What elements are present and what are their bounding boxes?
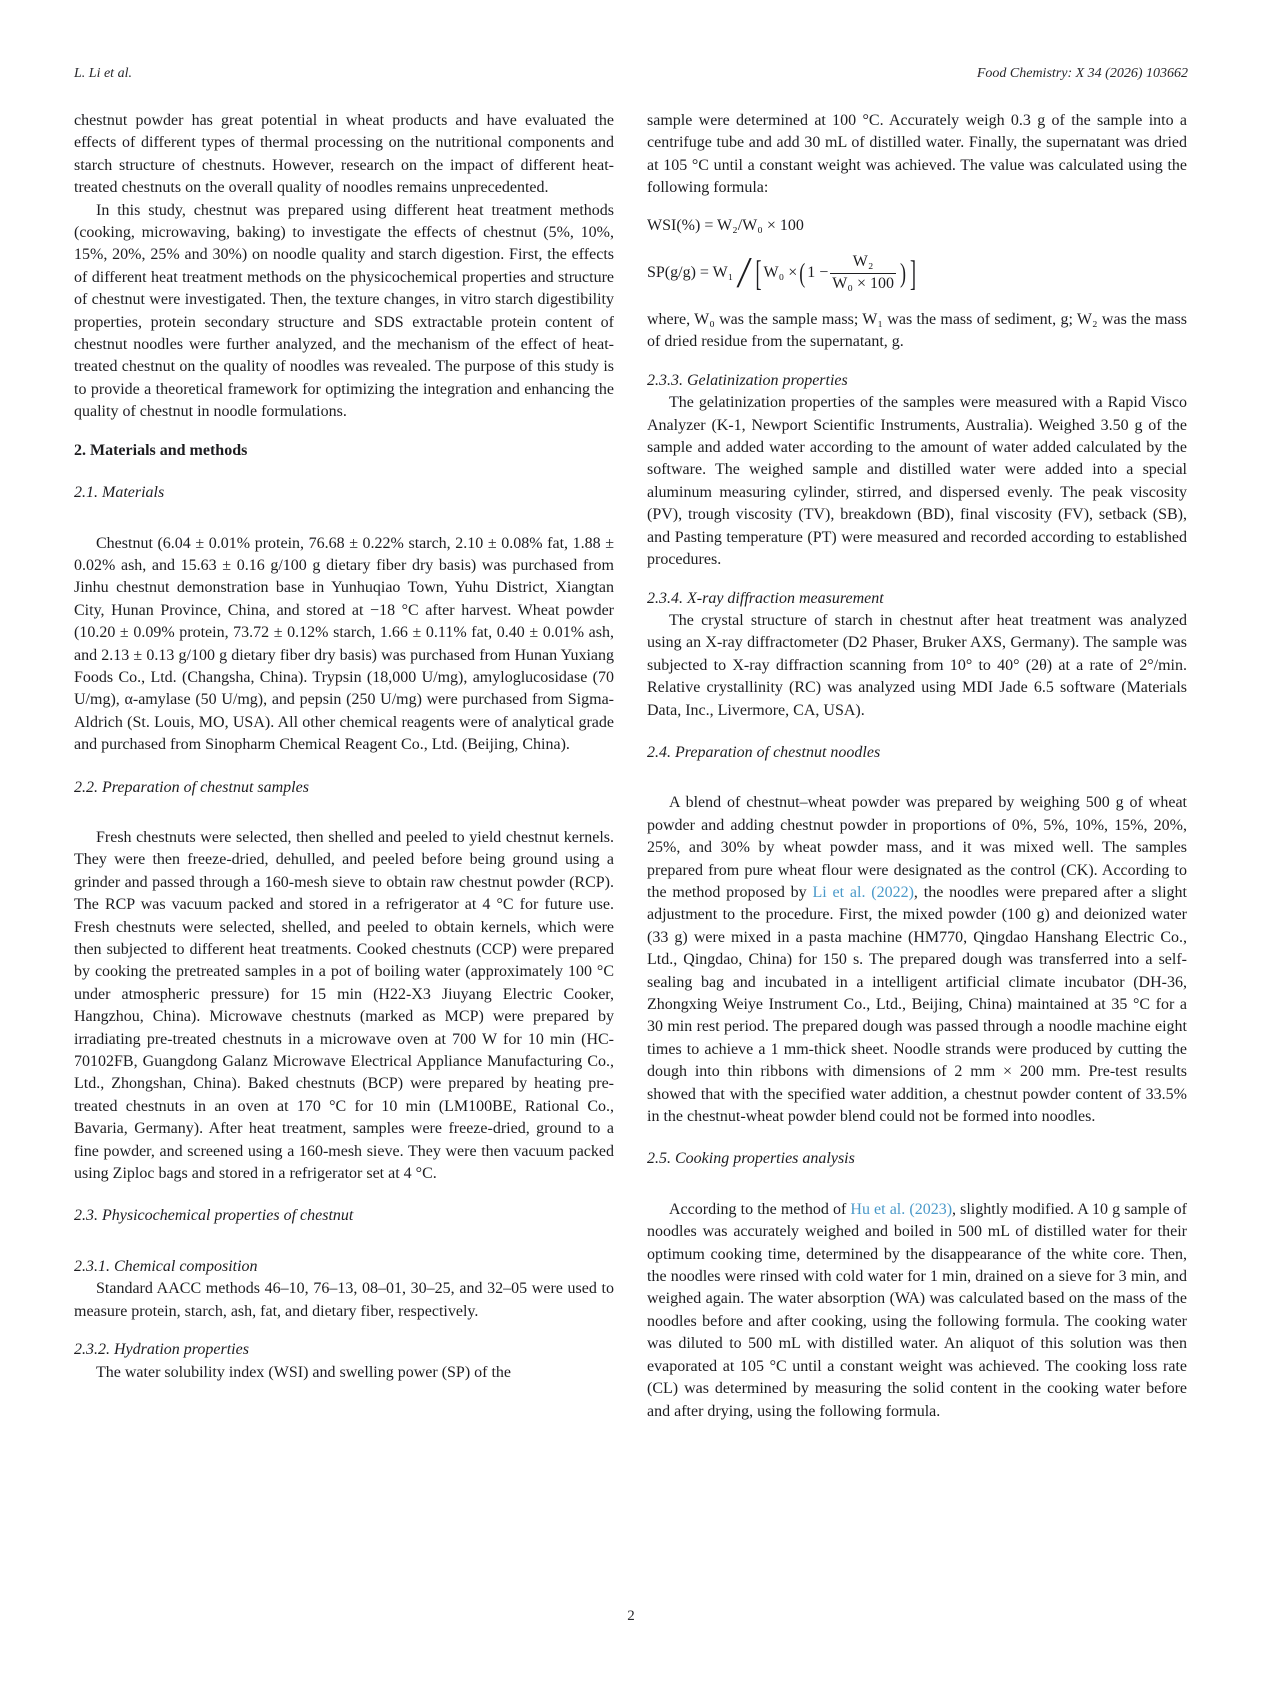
paragraph-formula-definitions: where, W₀ was the sample mass; W₁ was the mass of sediment, g; W₂ was the mass of dried residue from the supernatant, g. (647, 311, 1187, 351)
paragraph-2-3-3-gelatinization: The gelatinization properties of the samples were measured with a Rapid Visco Analyzer (K-1, Newport Scientific Instruments, Australia). Weighed 3.50 g of the sample and added water according to the amount of water added calculated by the software. The weighed sample and distilled water were added into a special aluminum measuring cylinder, stirred, and dispersed evenly. The peak viscosity (PV), trough viscosity (TV), breakdown (BD), final viscosity (FV), setback (SB), and Pasting temperature (PT) were measured and recorded according to established procedures. (647, 394, 1187, 569)
paragraph-2-3-2-hydration-start: The water solubility index (WSI) and swelling power (SP) of the (96, 1363, 512, 1381)
paragraph-2-5-cooking-properties (647, 1199, 1187, 1423)
paragraph-2-4-noodle-preparation (647, 792, 1187, 1128)
subsection-heading-2-3-physicochemical-properties: 2.3. Physicochemical properties of chestnut (74, 1207, 354, 1225)
intro-paragraph-2: In this study, chestnut was prepared using different heat treatment methods (cooking, microwaving, baking) to investigate the effects of chestnut (5%, 10%, 15%, 20%, 25% and 30%) on noodle quality and starch digestion. First, the effects of different heat treatment methods on the physicochemical properties and structure of chestnut were investigated. Then, the texture changes, in vitro starch digestibility properties, protein secondary structure and SDS extractable protein content of chestnut noodles were further analyzed, and the mechanism of the effect of heat-treated chestnut on the quality of noodles was revealed. The purpose of this study is to provide a theoretical framework for optimizing the integration and enhancing the quality of chestnut in noodle formulations. (74, 201, 614, 421)
citation-link-li-et-al-2022[interactable]: Li et al. (2022) (812, 883, 914, 901)
paragraph-2-2-preparation: Fresh chestnuts were selected, then shelled and peeled to yield chestnut kernels. They were then freeze-dried, dehulled, and peeled before being ground using a grinder and passed through a 160-mesh sieve to obtain raw chestnut powder (RCP). The RCP was vacuum packed and stored in a refrigerator at 4 °C for future use. Fresh chestnuts were selected, shelled, and peeled to obtain kernels, which were then subjected to different heat treatments. Cooked chestnuts (CCP) were prepared by cooking the pretreated samples in a pot of boiling water (approximately 100 °C under atmospheric pressure) for 15 min (H22-X3 Jiuyang Electric Cooker, Hangzhou, China). Microwave chestnuts (marked as MCP) were prepared by irradiating pre-treated chestnuts in a microwave oven at 700 W for 10 min (HC-70102FB, Guangdong Galanz Microwave Electrical Appliance Manufacturing Co., Ltd., Zhongshan, China). Baked chestnuts (BCP) were prepared by heating pre-treated chestnuts in an oven at 170 °C for 10 min (LM100BE, Rational Co., Bavaria, Germany). After heat treatment, samples were freeze-dried, ground to a fine powder, and screened using a 160-mesh sieve. They were then vacuum packed using Ziploc bags and stored in a refrigerator set at 4 °C. (74, 828, 614, 1183)
paragraph-2-5-text-before-citation: According to the method of (669, 1200, 851, 1218)
left-parenthesis: ( (799, 257, 806, 289)
running-header-journal: Food Chemistry: X 34 (2026) 103662 (976, 66, 1188, 81)
right-square-bracket: ] (909, 252, 916, 293)
paragraph-2-4-text-after-citation: , the noodles were prepared after a slight adjustment to the procedure. First, the mixed powder (100 g) and deionized water (33 g) were mixed in a pasta machine (HM770, Qingdao Hanshang Electric Co., Ltd., Qingdao, China) for 150 s. The prepared dough was transferred into a self-sealing bag and incubated in a intelligent artificial climate incubator (DH-36, Zhongxing Weiye Instrument Co., Ltd., Beijing, China) maintained at 35 °C for a 30 min rest period. The prepared dough was passed through a noodle machine eight times to achieve a 1 mm-thick sheet. Noodle strands were produced by cutting the dough into thin ribbons with dimensions of 2 mm × 200 mm. Pre-test results showed that with the specified water addition, a chestnut powder content of 33.5% in the chestnut-wheat powder blend could not be formed into noodles. (647, 883, 1187, 1126)
two-column-body (74, 110, 1188, 1423)
section-heading-materials-and-methods: 2. Materials and methods (74, 441, 248, 459)
fraction (830, 252, 896, 295)
formula-sp (647, 248, 1187, 298)
subsection-heading-2-3-1-chemical-composition: 2.3.1. Chemical composition (74, 1257, 258, 1275)
subsection-heading-2-2-preparation-chestnut-samples: 2.2. Preparation of chestnut samples (74, 778, 309, 796)
fraction-numerator: W₂ (852, 252, 874, 270)
intro-paragraph-continuation: chestnut powder has great potential in wheat products and have evaluated the effects of different types of thermal processing on the nutritional components and starch structure of chestnuts. However, research on the impact of different heat-treated chestnuts on the overall quality of noodles remains unprecedented. (74, 112, 614, 197)
formula-wsi-expression: WSI(%) = W₂/W₀ × 100 (647, 216, 804, 234)
right-parenthesis: ) (899, 257, 906, 289)
left-column (74, 110, 614, 1423)
paragraph-hydration-continuation: sample were determined at 100 °C. Accurately weigh 0.3 g of the sample into a centrifuge tube and add 30 mL of distilled water. Finally, the supernatant was dried at 105 °C until a constant weight was achieved. The value was calculated using the following formula: (647, 112, 1187, 197)
subsection-heading-2-3-2-hydration-properties: 2.3.2. Hydration properties (74, 1341, 249, 1359)
formula-sp-one-minus: 1 − (807, 263, 829, 281)
page-number: 2 (627, 1608, 635, 1624)
formula-sp-w0-times: W₀ × (763, 263, 798, 281)
paragraph-2-3-1-chemical-composition: Standard AACC methods 46–10, 76–13, 08–01, 30–25, and 32–05 were used to measure protein, starch, ash, fat, and dietary fiber, respectively. (74, 1280, 614, 1320)
running-header (74, 66, 1188, 82)
subsection-heading-2-3-3-gelatinization-properties: 2.3.3. Gelatinization properties (647, 371, 848, 389)
subsection-heading-2-5-cooking-properties: 2.5. Cooking properties analysis (647, 1150, 855, 1168)
subsection-heading-2-3-4-xray-diffraction: 2.3.4. X-ray diffraction measurement (647, 589, 884, 607)
subsection-heading-2-1-materials: 2.1. Materials (74, 484, 165, 502)
paragraph-2-4-text-before-citation: A blend of chestnut–wheat powder was prepared by weighing 500 g of wheat powder and adding chestnut powder in proportions of 0%, 5%, 10%, 15%, 20%, 25%, and 30% by wheat powder mass, and it was mixed well. The samples prepared from pure wheat flour were designated as the control (CK). According to the method proposed by (647, 794, 1187, 901)
division-slash: / (735, 248, 754, 298)
formula-wsi (647, 215, 1187, 237)
subsection-heading-2-4-preparation-chestnut-noodles: 2.4. Preparation of chestnut noodles (647, 743, 881, 761)
formula-sp-lhs: SP(g/g) = W₁ (647, 263, 734, 281)
page-footer (0, 1608, 1262, 1625)
paragraph-2-3-4-xray: The crystal structure of starch in chestnut after heat treatment was analyzed using an X-ray diffractometer (D2 Phaser, Bruker AXS, Germany). The sample was subjected to X-ray diffraction scanning from 10° to 40° (2θ) at a rate of 2°/min. Relative crystallinity (RC) was analyzed using MDI Jade 6.5 software (Materials Data, Inc., Livermore, CA, USA). (647, 611, 1187, 719)
paragraph-2-5-text-after-citation: , slightly modified. A 10 g sample of noodles was accurately weighed and boiled in 500 mL of distilled water for their optimum cooking time, determined by the disappearance of the white core. Then, the noodles were rinsed with cold water for 1 min, drained on a sieve for 3 min, and weighed again. The water absorption (WA) was calculated based on the mass of the noodles before and after cooking, using the following formula. The cooking water was diluted to 500 mL with distilled water. An aliquot of this solution was then evaporated at 105 °C until a constant weight was achieved. The cooking loss rate (CL) was determined by measuring the solid content in the cooking water before and after drying, using the following formula. (647, 1200, 1188, 1420)
citation-link-hu-et-al-2023[interactable]: Hu et al. (2023) (850, 1200, 953, 1218)
fraction-denominator: W₀ × 100 (830, 273, 896, 295)
left-square-bracket: [ (755, 252, 762, 293)
right-column (647, 110, 1187, 1423)
running-header-author: L. Li et al. (74, 66, 132, 81)
paragraph-2-1-materials: Chestnut (6.04 ± 0.01% protein, 76.68 ± 0.22% starch, 2.10 ± 0.08% fat, 1.88 ± 0.02% ash, and 15.63 ± 0.16 g/100 g dietary fiber dry basis) was purchased from Jinhu chestnut demonstration base in Yunhuqiao Town, Yuhu District, Xiangtan City, Hunan Province, China, and stored at −18 °C after harvest. Wheat powder (10.20 ± 0.09% protein, 73.72 ± 0.12% starch, 1.66 ± 0.11% fat, 0.40 ± 0.01% ash, and 2.13 ± 0.13 g/100 g dietary fiber dry basis) was purchased from Hunan Yuxiang Foods Co., Ltd. (Changsha, China). Trypsin (18,000 U/mg), amyloglucosidase (70 U/mg), α-amylase (50 U/mg), and pepsin (250 U/mg) were purchased from Sigma-Aldrich (St. Louis, MO, USA). All other chemical reagents were of analytical grade and purchased from Sinopharm Chemical Reagent Co., Ltd. (Beijing, China). (74, 534, 614, 754)
